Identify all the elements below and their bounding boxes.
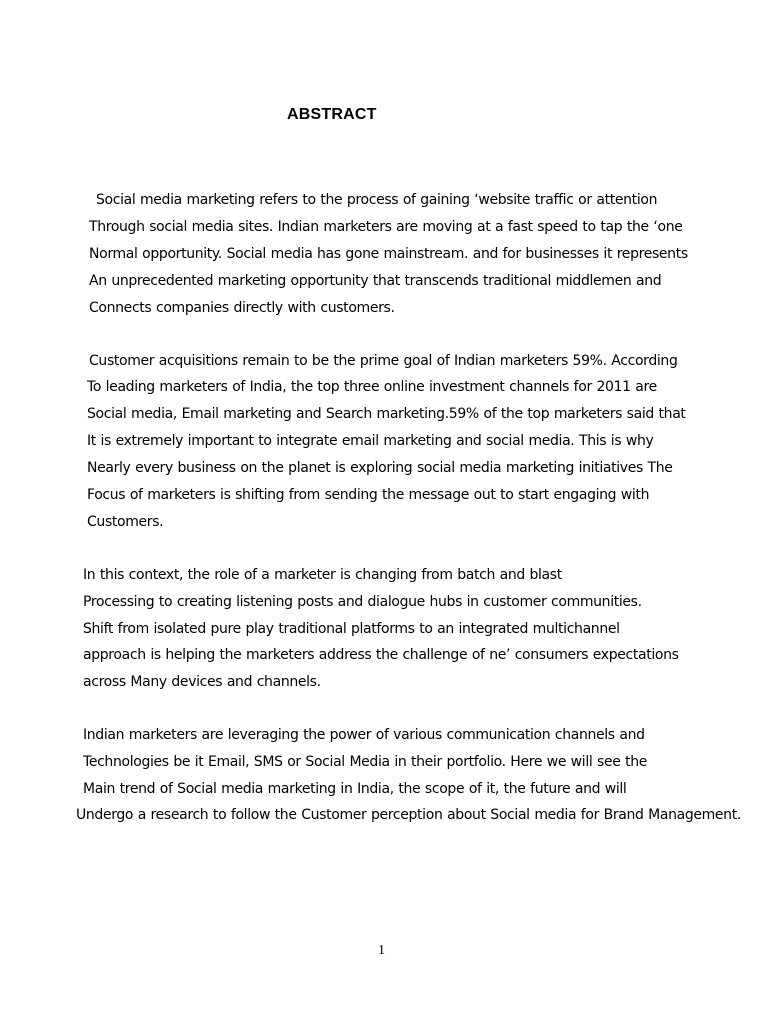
paragraph-line: Processing to creating listening posts and dialogue hubs in customer communities. bbox=[83, 594, 642, 610]
paragraph-line: across Many devices and channels. bbox=[83, 674, 321, 690]
paragraph-line: approach is helping the marketers address the challenge of ne’ consumers expectations bbox=[83, 647, 679, 663]
paragraph-line: Connects companies directly with customers. bbox=[89, 300, 395, 316]
paragraph-line: Undergo a research to follow the Customer perception about Social media for Brand Management. bbox=[76, 807, 741, 823]
paragraph-line: To leading marketers of India, the top three online investment channels for 2011 are bbox=[87, 379, 657, 395]
paragraph-line: Indian marketers are leveraging the power of various communication channels and bbox=[83, 727, 645, 743]
paragraph-line: Through social media sites. Indian marketers are moving at a fast speed to tap the ‘one bbox=[89, 219, 683, 235]
paragraph-line: Nearly every business on the planet is exploring social media marketing initiatives The bbox=[87, 460, 673, 476]
paragraph-line: In this context, the role of a marketer is changing from batch and blast bbox=[83, 567, 562, 583]
paragraph-line: Customers. bbox=[87, 514, 164, 530]
paragraph-line: Normal opportunity. Social media has gone mainstream. and for businesses it represents bbox=[89, 246, 688, 262]
paragraph-line: It is extremely important to integrate email marketing and social media. This is why bbox=[87, 433, 654, 449]
paragraph-line: Focus of marketers is shifting from sending the message out to start engaging with bbox=[87, 487, 650, 503]
page-number: 1 bbox=[378, 943, 385, 958]
paragraph-line: An unprecedented marketing opportunity that transcends traditional middlemen and bbox=[89, 273, 662, 289]
paragraph-line: Social media, Email marketing and Search marketing.59% of the top marketers said that bbox=[87, 406, 686, 422]
paragraph-line: Customer acquisitions remain to be the prime goal of Indian marketers 59%. According bbox=[89, 353, 678, 369]
abstract-title: ABSTRACT bbox=[287, 106, 377, 123]
paragraph-line: Social media marketing refers to the process of gaining ‘website traffic or attention bbox=[96, 192, 658, 208]
paragraph-line: Main trend of Social media marketing in India, the scope of it, the future and will bbox=[83, 781, 627, 797]
paragraph-line: Technologies be it Email, SMS or Social Media in their portfolio. Here we will see the bbox=[83, 754, 647, 770]
paragraph-line: Shift from isolated pure play traditional platforms to an integrated multichannel bbox=[83, 621, 620, 637]
